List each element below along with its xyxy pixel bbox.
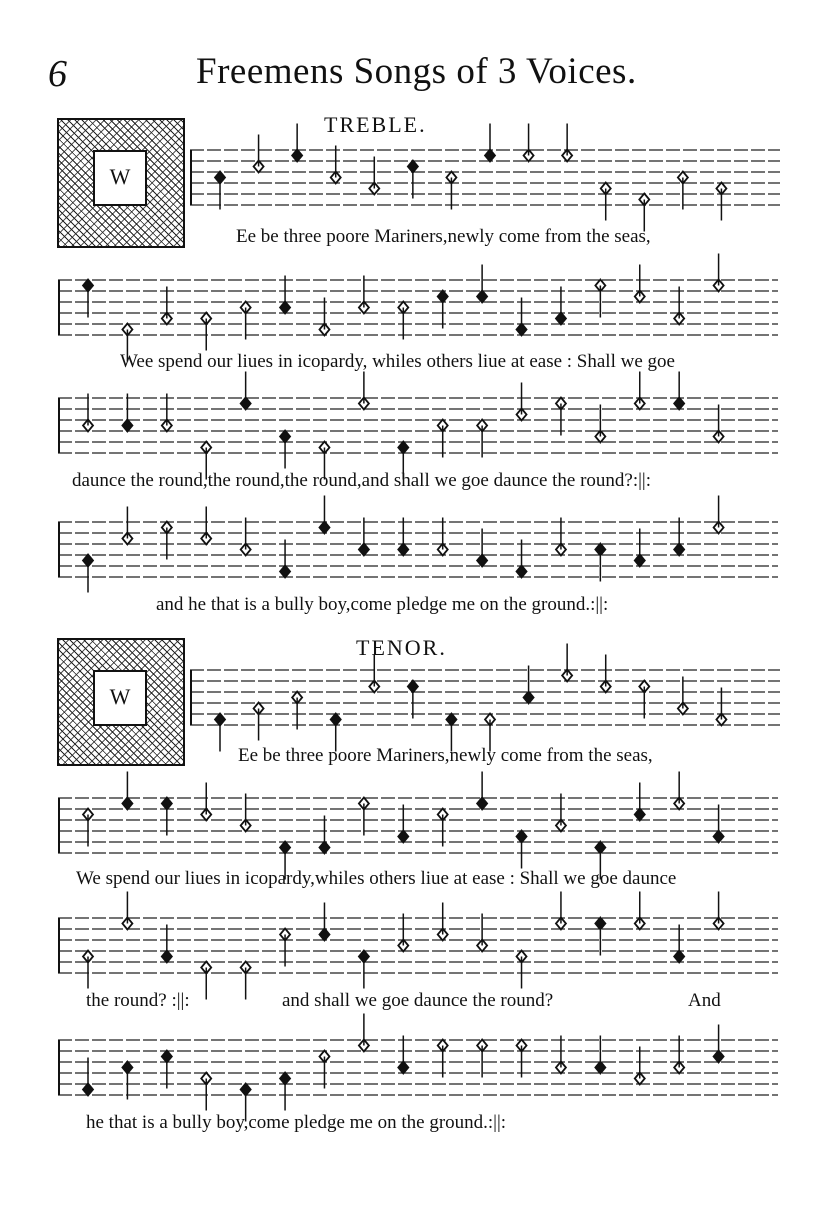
tenor-staff-2 [58,788,778,868]
tenor-title: TENOR. [356,635,447,660]
page-number: 6 [48,53,67,95]
tenor-initial-letter: W [93,670,147,726]
treble-lyric-1: Ee be three poore Mariners,newly come from the seas, [236,226,651,247]
treble-lyric-2: Wee spend our liues in icopardy, whiles others liue at ease : Shall we goe [120,351,675,372]
treble-lyric-4: and he that is a bully boy,come pledge me on the ground.:||: [156,594,609,615]
page-title: Freemens Songs of 3 Voices. [196,51,637,92]
tenor-lyric-4: he that is a bully boy,come pledge me on the ground.:||: [86,1112,507,1133]
tenor-initial-ornament [57,638,185,766]
tenor-lyric-1: Ee be three poore Mariners,newly come from the seas, [238,745,653,766]
tenor-lyric-2: We spend our liues in icopardy,whiles others liue at ease : Shall we goe daunce [76,868,677,889]
tenor-staff-1 [190,660,780,740]
tenor-lyric-3a: the round? :||: [86,990,190,1011]
treble-initial-letter: W [93,150,147,206]
treble-initial-ornament [57,118,185,248]
treble-staff-3 [58,388,778,468]
treble-lyric-3: daunce the round,the round,the round,and shall we goe daunce the round?:||: [72,470,652,491]
tenor-staff-3 [58,908,778,988]
tenor-staff-4 [58,1030,778,1110]
treble-title: TREBLE. [324,112,427,137]
treble-staff-4 [58,512,778,592]
treble-staff-2 [58,270,778,350]
treble-staff-1 [190,140,780,220]
tenor-lyric-3b: and shall we goe daunce the round? [282,990,554,1011]
tenor-lyric-3c: And [688,990,721,1011]
